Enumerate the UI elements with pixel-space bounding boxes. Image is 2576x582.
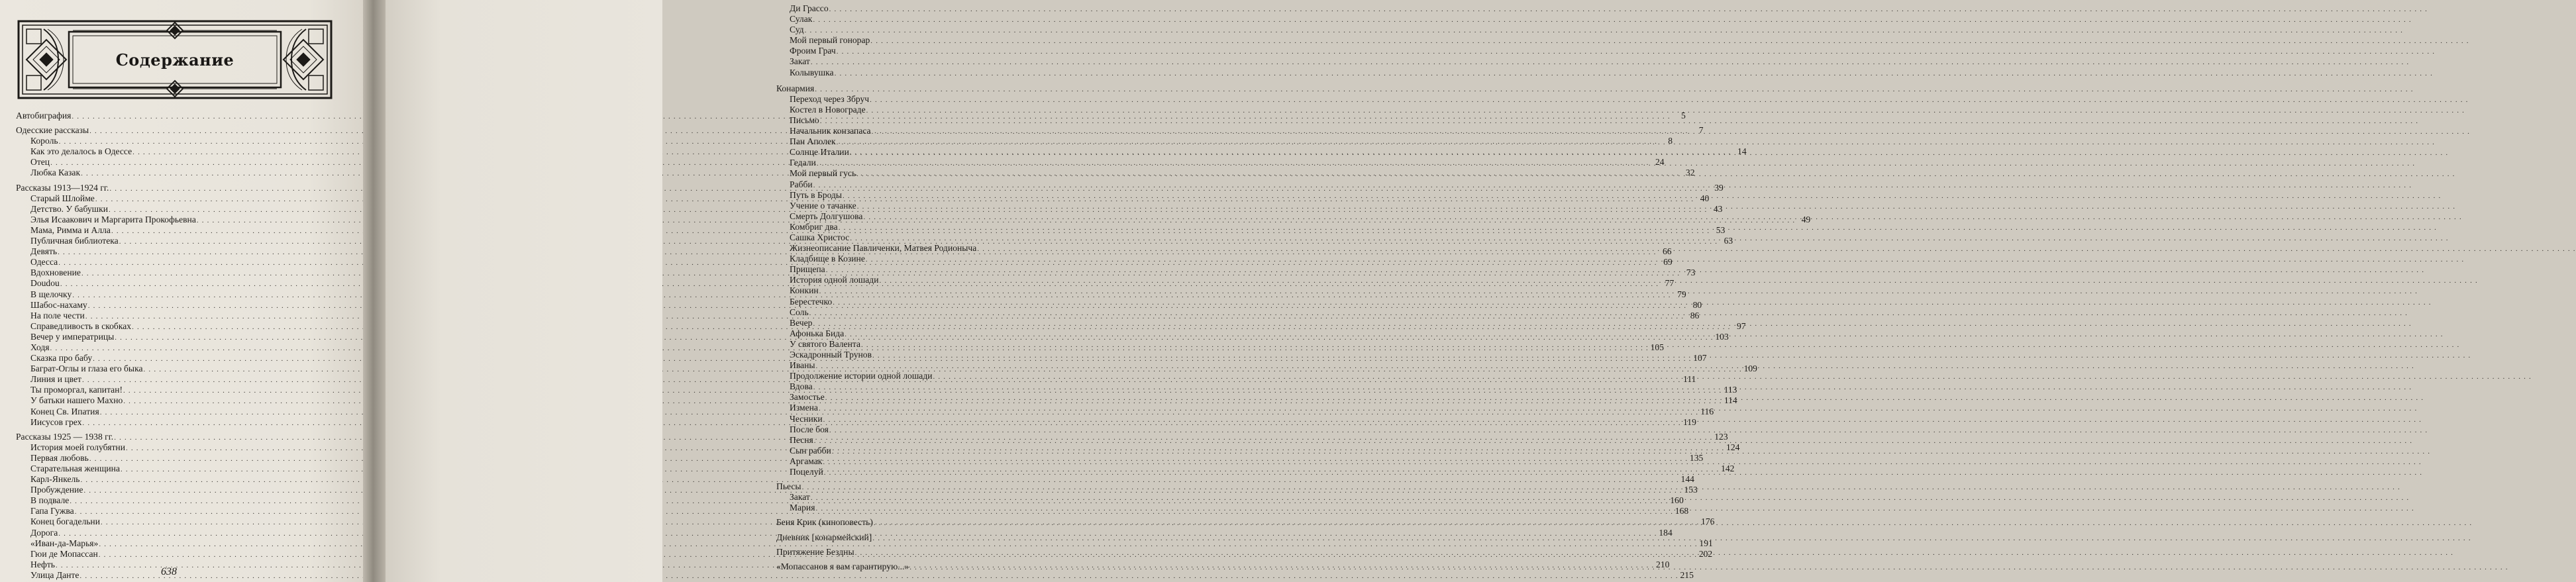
toc-entry-page: 107 — [1693, 353, 1707, 364]
toc-entry-title: Гюи де Мопассан — [30, 548, 98, 559]
toc-entry-page: 215 — [1680, 569, 1694, 580]
toc-entry-title: Карл-Янкель — [30, 474, 80, 485]
right-page — [386, 0, 977, 582]
dot-leader — [802, 481, 2400, 493]
toc-entry-title: Мой первый гусь — [790, 168, 856, 179]
toc-entry-title: Конармия — [776, 83, 815, 93]
toc-entry-title: Притяжение Бездны — [776, 546, 854, 557]
toc-entry-title: Старый Шлойме — [30, 193, 95, 203]
toc-entry-page: 153 — [1684, 485, 1698, 495]
dot-leader — [855, 547, 2453, 558]
dot-leader — [857, 201, 2455, 212]
toc-entry-page: 116 — [1700, 406, 1714, 416]
dot-leader — [837, 136, 2435, 148]
toc-entry — [776, 403, 1045, 413]
dot-leader — [823, 414, 2422, 425]
dot-leader — [816, 360, 2414, 371]
page-title: Содержание — [115, 50, 234, 70]
toc-entry-title: Поцелуй — [790, 467, 823, 477]
toc-section — [776, 547, 1045, 558]
dot-leader — [874, 517, 2472, 528]
dot-leader — [856, 168, 2455, 179]
dot-leader — [837, 46, 2435, 57]
toc-entry-page: 77 — [1665, 278, 1674, 289]
toc-entry — [776, 318, 1045, 328]
toc-entry-title: На поле чести — [30, 310, 85, 320]
toc-entry-title: Конкин — [790, 285, 819, 296]
dot-leader — [813, 381, 2412, 393]
dot-leader — [820, 115, 2418, 126]
toc-entry-title: Вечер у императрицы — [30, 331, 115, 342]
toc-entry — [776, 94, 1045, 105]
dot-leader — [977, 243, 2575, 254]
toc-entry — [776, 492, 1045, 503]
toc-section-entry — [776, 83, 1045, 94]
toc-entry — [776, 424, 1045, 435]
toc-entry-page: 124 — [1726, 442, 1740, 452]
toc-entry-title: В щелочку — [30, 289, 72, 299]
toc-entry — [776, 24, 1045, 35]
toc-entry-title: Берестечко — [790, 296, 833, 307]
toc-entry-title: Иисусов грех — [30, 416, 82, 427]
toc-entry — [776, 158, 1045, 168]
toc-entry-title: Соль — [790, 307, 809, 317]
toc-entry-title: Чесники — [790, 413, 823, 424]
dot-leader — [835, 68, 2433, 79]
toc-entry-page: 7 — [1698, 125, 1704, 136]
toc-entry-page: 103 — [1715, 331, 1729, 342]
toc-entry-title: Отец — [30, 157, 50, 168]
dot-leader — [819, 403, 2417, 414]
toc-section-entry — [776, 481, 1045, 492]
toc-entry-title: Вдова — [790, 381, 813, 392]
toc-entry-page: 135 — [1689, 452, 1704, 463]
toc-entry — [776, 211, 1045, 222]
toc-entry — [776, 243, 1045, 254]
toc-entry-title: Закат — [790, 492, 810, 503]
toc-entry — [776, 503, 1045, 513]
dot-leader — [826, 264, 2424, 275]
dot-leader — [870, 35, 2469, 46]
toc-entry-title: Дорога — [30, 527, 58, 538]
toc-entry-title: После боя — [790, 424, 829, 434]
toc-entry-title: Doudou — [30, 278, 60, 289]
toc-entry-title: Беня Крик (киноповесть) — [776, 517, 873, 528]
toc-entry-page: 109 — [1743, 364, 1757, 374]
toc-entry — [776, 3, 1045, 14]
toc-entry-title: Нефть — [30, 559, 55, 569]
toc-entry-title: Измена — [790, 403, 818, 413]
toc-entry-title: Прищепа — [790, 264, 825, 275]
toc-entry-title: Шабос-нахаму — [30, 299, 87, 310]
page-number: 638 — [161, 566, 177, 577]
toc-entry — [776, 222, 1045, 232]
toc-entry — [776, 201, 1045, 211]
toc-entry-title: Ты проморгал, капитан! — [30, 385, 123, 395]
toc-entry-title: Костел в Новограде — [790, 104, 866, 115]
toc-entry — [776, 414, 1045, 424]
toc-entry-title: Аргамак — [790, 456, 823, 466]
toc-entry-page: 105 — [1650, 342, 1664, 352]
dot-leader — [811, 56, 2409, 68]
toc-entry-title: Сказка про бабу — [30, 353, 93, 364]
toc-entry-title: Гедали — [790, 158, 816, 168]
dot-leader — [829, 424, 2428, 436]
toc-entry-title: Справедливость в скобках — [30, 320, 132, 331]
toc-entry — [776, 168, 1045, 179]
dot-leader — [872, 126, 2470, 137]
toc-entry-page: 97 — [1736, 320, 1746, 331]
toc-entry-title: Автобиграфия — [16, 111, 72, 121]
toc-entry — [776, 105, 1045, 115]
toc-right-column — [776, 3, 1045, 572]
toc-entry-title: Мама, Римма и Алла — [30, 224, 111, 235]
toc-entry-title: Линия и цвет — [30, 374, 81, 385]
toc-section-entry — [776, 561, 1045, 572]
toc-entry — [776, 232, 1045, 243]
dot-leader — [850, 147, 2448, 158]
toc-entry-title: Любка Казак — [30, 168, 81, 178]
toc-section — [776, 532, 1045, 543]
toc-entry-title: Пробуждение — [30, 485, 83, 495]
dot-leader — [833, 297, 2431, 308]
toc-entry-title: «Мопассанов я вам гарантирую...» — [776, 561, 909, 571]
toc-entry-title: Письмо — [790, 115, 819, 125]
toc-entry — [776, 179, 1045, 190]
book-gutter — [363, 0, 386, 582]
dot-leader — [819, 285, 2418, 297]
toc-entry — [776, 14, 1045, 24]
toc-entry-page: 114 — [1724, 395, 1737, 406]
toc-entry — [776, 46, 1045, 56]
toc-entry-title: Элья Исаакович и Маргарита Прокофьевна — [30, 214, 196, 224]
toc-entry-page: 66 — [1662, 246, 1672, 257]
toc-entry-title: Переход через Збруч — [790, 93, 870, 104]
toc-entry-title: Кладбище в Козине — [790, 254, 865, 264]
toc-entry-page: 24 — [1655, 157, 1665, 168]
toc-entry-page: 43 — [1713, 203, 1723, 214]
toc-entry — [776, 68, 1045, 78]
dot-leader — [813, 14, 2411, 25]
dot-leader — [909, 561, 2508, 573]
dot-leader — [866, 254, 2464, 265]
toc-entry-title: Рассказы 1925 — 1938 гг. — [16, 431, 114, 442]
dot-leader — [809, 307, 2408, 318]
toc-entry-page: 53 — [1716, 224, 1726, 235]
toc-entry-title: Продолжение истории одной лошади — [790, 371, 933, 381]
toc-entry-title: Учение о тачанке — [790, 200, 856, 211]
dot-leader — [850, 232, 2448, 244]
dot-leader — [824, 467, 2422, 478]
toc-entry-title: Смерть Долгушова — [790, 211, 863, 221]
toc-entry-title: Баграт-Оглы и глаза его быка — [30, 364, 143, 374]
dot-leader — [817, 158, 2415, 169]
dot-leader — [811, 492, 2409, 503]
toc-entry-title: У святого Валента — [790, 338, 860, 349]
dot-leader — [825, 392, 2424, 403]
toc-entry-title: Вдохновение — [30, 267, 81, 278]
toc-entry-title: Король — [30, 136, 58, 146]
toc-entry — [16, 538, 1713, 549]
toc-entry — [776, 307, 1045, 318]
toc-entry — [776, 371, 1045, 381]
toc-section-entry — [776, 532, 1045, 543]
toc-entry — [776, 381, 1045, 392]
toc-entry-title: История моей голубятни — [30, 442, 125, 452]
toc-entry-page: 79 — [1677, 289, 1686, 299]
toc-entry-title: Улица Данте — [30, 569, 79, 580]
chapter-header-ornament — [17, 20, 333, 99]
toc-entry-page: 32 — [1685, 168, 1695, 178]
toc-entry-page: 184 — [1659, 527, 1673, 538]
toc-entry-page: 39 — [1714, 182, 1724, 193]
toc-entry-title: Одесса — [30, 257, 58, 267]
toc-entry-page: 210 — [1656, 559, 1670, 569]
toc-entry — [776, 35, 1045, 46]
toc-entry-title: Как это делалось в Одессе — [30, 146, 132, 157]
toc-entry-page: 113 — [1724, 385, 1737, 395]
dot-leader — [813, 179, 2412, 191]
toc-entry — [776, 56, 1045, 67]
toc-entry-title: Замостье — [790, 392, 825, 403]
toc-entry-title: Рабби — [790, 179, 813, 189]
toc-entry-title: В подвале — [30, 495, 70, 506]
toc-entry-title: Старательная женщина — [30, 463, 120, 473]
toc-entry-page: 191 — [1699, 538, 1713, 548]
toc-entry-page: 49 — [1801, 214, 1811, 224]
toc-entry-title: Конец Св. Ипатия — [30, 406, 99, 416]
toc-entry-title: Солнце Италии — [790, 147, 849, 158]
toc-entry — [776, 147, 1045, 158]
toc-entry-page: 168 — [1674, 506, 1689, 516]
dot-leader — [845, 328, 2443, 340]
dot-leader — [863, 211, 2461, 222]
toc-entry-page: 160 — [1670, 495, 1684, 506]
toc-entry-page: 144 — [1680, 474, 1694, 485]
toc-entry-title: Дневник [конармейский] — [776, 532, 872, 542]
toc-entry-title: Мой первый гонорар — [790, 35, 870, 46]
dot-leader — [861, 339, 2459, 350]
dot-leader — [832, 446, 2430, 457]
dot-leader — [829, 3, 2428, 15]
toc-entry-title: Гапа Гужва — [30, 506, 74, 516]
toc-entry-title: Девять — [30, 246, 58, 257]
toc-entry — [776, 264, 1045, 275]
toc-entry-page: 176 — [1701, 516, 1715, 527]
toc-entry-title: «Иван-да-Марья» — [30, 538, 99, 548]
dot-leader — [872, 532, 2471, 544]
dot-leader — [843, 190, 2441, 201]
toc-entry-title: Афонька Бида — [790, 328, 845, 338]
toc-entry-page: 8 — [1668, 136, 1673, 146]
toc-entry — [16, 474, 1694, 485]
toc-entry-title: У батьки нашего Махно — [30, 395, 123, 406]
toc-entry — [776, 136, 1045, 147]
toc-entry-title: Песня — [790, 434, 813, 445]
toc-entry — [776, 254, 1045, 264]
toc-entry-page: 5 — [1681, 111, 1686, 121]
dot-leader — [879, 275, 2477, 286]
toc-entry — [776, 435, 1045, 446]
dot-leader — [866, 105, 2465, 116]
toc-entry-title: Сын рабби — [790, 445, 831, 456]
toc-entry-title: Сулак — [790, 14, 813, 24]
toc-entry — [776, 328, 1045, 339]
dot-leader — [815, 83, 2413, 95]
toc-entry — [776, 350, 1045, 360]
toc-entry — [776, 446, 1045, 456]
toc-entry — [776, 275, 1045, 285]
toc-entry-title: Сашка Христос — [790, 232, 850, 242]
toc-entry-title: Путь в Броды — [790, 189, 843, 200]
toc-entry-title: Пан Аполек — [790, 136, 836, 147]
toc-entry-title: Детство. У бабушки — [30, 203, 108, 214]
toc-section-continued — [776, 3, 1045, 78]
toc-section-entry — [776, 547, 1045, 558]
toc-section — [776, 481, 1045, 513]
toc-entry-title: Мария — [790, 503, 815, 513]
toc-entry-page: 142 — [1721, 463, 1735, 473]
toc-entry-title: Ходя — [30, 342, 50, 352]
toc-entry — [776, 467, 1045, 477]
toc-entry-title: Первая любовь — [30, 452, 89, 463]
toc-entry-page: 73 — [1686, 267, 1696, 278]
toc-section — [776, 83, 1045, 477]
dot-leader — [823, 456, 2421, 467]
toc-entry-page: 119 — [1682, 416, 1696, 427]
toc-entry-title: Колывушка — [790, 67, 834, 77]
toc-entry-page: 86 — [1690, 310, 1700, 320]
dot-leader — [872, 350, 2471, 361]
toc-section — [776, 517, 1045, 528]
toc-entry — [776, 456, 1045, 467]
toc-entry-title: Вечер — [790, 317, 813, 328]
toc-entry — [776, 339, 1045, 350]
toc-entry-page: 111 — [1683, 374, 1696, 385]
toc-section-entry — [776, 517, 1045, 528]
toc-entry — [776, 126, 1045, 136]
toc-entry-page: 80 — [1692, 299, 1702, 310]
toc-entry-title: Иваны — [790, 360, 815, 371]
toc-entry-title: Рассказы 1913—1924 гг. — [16, 182, 109, 193]
toc-entry — [776, 285, 1045, 296]
dot-leader — [814, 435, 2412, 446]
toc-section — [776, 561, 1045, 572]
toc-entry-title: Жизнеописание Павличенки, Матвея Родионыча — [790, 243, 977, 254]
toc-entry-page: 123 — [1714, 431, 1728, 442]
toc-entry-title: Конец богадельни — [30, 516, 100, 527]
toc-entry — [776, 392, 1045, 403]
toc-entry-title: Публичная библиотека — [30, 236, 119, 246]
toc-entry-title: Начальник конзапаса — [790, 126, 871, 136]
dot-leader — [839, 222, 2437, 233]
toc-entry-page: 40 — [1700, 193, 1710, 203]
toc-entry-title: Одесские рассказы — [16, 125, 89, 136]
toc-entry-title: Ди Грассо — [790, 3, 829, 13]
toc-entry — [776, 360, 1045, 371]
toc-entry-title: Эскадронный Трунов — [790, 350, 872, 360]
toc-entry-title: Фроим Грач — [790, 46, 836, 56]
dot-leader — [805, 24, 2403, 36]
dot-leader — [815, 503, 2414, 514]
toc-entry — [776, 297, 1045, 307]
dot-leader — [813, 318, 2411, 329]
toc-entry-page: 63 — [1724, 236, 1733, 246]
toc-entry — [776, 115, 1045, 126]
dot-leader — [870, 94, 2468, 105]
toc-entry-title: Закат — [790, 56, 810, 67]
toc-entry-page: 14 — [1737, 146, 1747, 157]
dot-leader — [933, 371, 2532, 382]
toc-entry-title: Пьесы — [776, 481, 801, 492]
toc-entry-title: Суд — [790, 24, 804, 35]
toc-entry-title: История одной лошади — [790, 275, 879, 285]
toc-entry-title: Комбриг два — [790, 221, 838, 232]
toc-entry-page: 202 — [1698, 548, 1713, 559]
toc-entry — [776, 190, 1045, 201]
toc-entry-page: 69 — [1663, 257, 1673, 267]
